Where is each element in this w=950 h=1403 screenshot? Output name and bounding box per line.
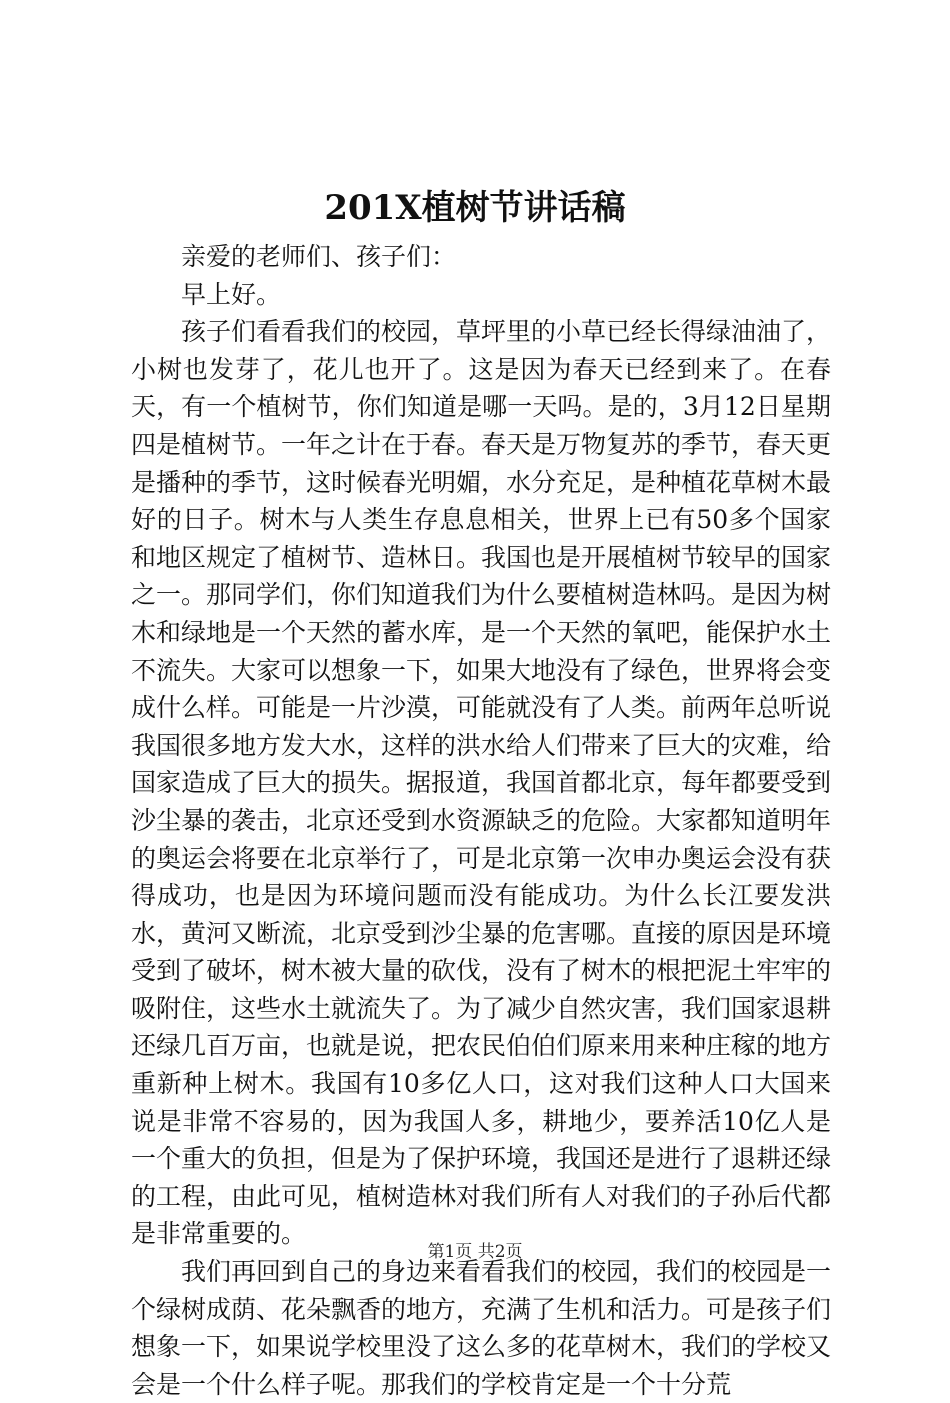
salutation: 亲爱的老师们、孩子们： [181, 242, 457, 271]
document-title: 201X植树节讲话稿 [324, 188, 626, 228]
document-body [131, 238, 831, 1403]
greeting: 早上好。 [181, 279, 282, 309]
page-number-footer: 第1页 共2页 [427, 1242, 523, 1262]
body-paragraph: 我们再回到自己的身边来看看我们的校园，我们的校园是一个绿树成荫、花朵飘香的地方，充满了生机和活力。可是孩子们想象一下，如果说学校里没了这么多的花草树木，我们的学校又会是一个什么样子呢。那我们的学校肯定是一个十分荒 [131, 1257, 832, 1399]
body-paragraph: 孩子们看看我们的校园，草坪里的小草已经长得绿油油了，小树也发芽了，花儿也开了。这是因为春天已经到来了。在春天，有一个植树节，你们知道是哪一天吗。是的，3月12日星期四是植树节。一年之计在于春。春天是万物复苏的季节，春天更是播种的季节，这时候春光明媚，水分充足，是种植花草树木最好的日子。树木与人类生存息息相关，世界上已有50多个国家和地区规定了植树节、造林日。我国也是开展植树节较早的国家之一。那同学们，你们知道我们为什么要植树造林吗。是因为树木和绿地是一个天然的蓄水库，是一个天然的氧吧，能保护水土不流失。大家可以想象一下，如果大地没有了绿色，世界将会变成什么样。可能是一片沙漠，可能就没有了人类。前两年总听说我国很多地方发大水，这样的洪水给人们带来了巨大的灾难，给国家造成了巨大的损失。据报道，我国首都北京，每年都要受到沙尘暴的袭击，北京还受到水资源缺乏的危险。大家都知道明年的奥运会将要在北京举行了，可是北京第一次申办奥运会没有获得成功，也是因为环境问题而没有能成功。为什么长江要发洪水，黄河又断流，北京受到沙尘暴的危害哪。直接的原因是环境受到了破坏，树木被大量的砍伐，没有了树木的根把泥土牢牢的吸附住，这些水土就流失了。为了减少自然灾害，我们国家退耕还绿几百万亩，也就是说，把农民伯伯们原来用来种庄稼的地方重新种上树木。我国有10多亿人口，这对我们这种人口大国来说是非常不容易的，因为我国人多，耕地少，要养活10亿人是一个重大的负担，但是为了保护环境，我国还是进行了退耕还绿的工程，由此可见，植树造林对我们所有人对我们的子孙后代都是非常重要的。 [131, 317, 832, 1249]
